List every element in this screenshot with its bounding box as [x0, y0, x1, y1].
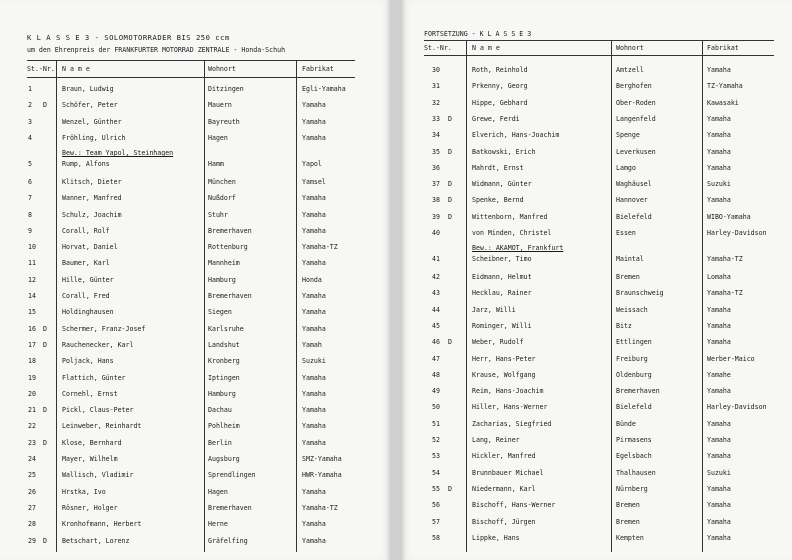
start-number: 5: [28, 160, 32, 169]
hometown: Rottenburg: [208, 243, 248, 252]
start-number: 4: [28, 133, 32, 142]
hometown: Nürnberg: [616, 484, 648, 493]
manufacturer: Yapol: [302, 160, 322, 169]
start-number: 43: [432, 289, 440, 298]
d-marker: D: [448, 114, 452, 123]
hometown: Maintal: [616, 255, 644, 264]
hometown: Karlsruhe: [208, 324, 244, 333]
hometown: Berlin: [208, 438, 232, 447]
rider-name: Schöfer, Peter: [62, 101, 118, 110]
hometown: Stuhr: [208, 210, 228, 219]
rider-name: Hrstka, Ivo: [62, 487, 106, 496]
start-number: 26: [28, 487, 36, 496]
manufacturer: Yamah: [302, 340, 322, 349]
manufacturer: Yamaha: [707, 452, 731, 461]
start-number: 38: [432, 196, 440, 205]
rider-name: Klitsch, Dieter: [62, 177, 122, 186]
column-divider: [56, 60, 57, 552]
rider-name: Poljack, Hans: [62, 357, 114, 366]
hometown: Oldenburg: [616, 370, 652, 379]
start-number: 19: [28, 373, 36, 382]
manufacturer: Yamaha: [302, 487, 326, 496]
hometown: Pirmasens: [616, 436, 652, 444]
hometown: Bremerhaven: [208, 292, 252, 300]
manufacturer: Yamaha: [302, 194, 326, 203]
manufacturer: Yamaha: [302, 389, 326, 398]
start-number: 50: [432, 403, 440, 412]
manufacturer: Yamaha: [302, 259, 326, 268]
manufacturer: Yamaha: [707, 321, 731, 330]
manufacturer: Yamaha: [302, 133, 326, 142]
manufacturer: Werber-Maico: [707, 354, 755, 363]
class-subtitle: um den Ehrenpreis der FRANKFURTER MOTORRAD ZENTRALE - Honda-Schuh: [27, 46, 286, 54]
d-marker: D: [448, 338, 452, 347]
rider-name: Elverich, Hans-Joachim: [472, 131, 560, 140]
start-number: 27: [28, 503, 36, 512]
start-number: 36: [432, 163, 440, 172]
hometown: München: [208, 177, 236, 186]
hometown: Kronberg: [208, 357, 240, 366]
hometown: Pohlheim: [208, 422, 240, 431]
start-number: 12: [28, 275, 36, 284]
start-number: 22: [28, 422, 36, 431]
hometown: Bremen: [616, 517, 640, 526]
manufacturer: Yamaha: [707, 436, 731, 444]
manufacturer: Yamaha: [707, 147, 731, 156]
column-header-wohnort: Wohnort: [208, 65, 236, 73]
hometown: Bremerhaven: [208, 503, 252, 512]
rider-name: Wallisch, Vladimir: [62, 471, 134, 480]
start-number: 56: [432, 501, 440, 510]
rider-name: Rominger, Willi: [472, 321, 532, 330]
rider-name: Flattich, Günter: [62, 373, 126, 382]
d-marker: D: [43, 340, 47, 349]
rider-name: Rösner, Holger: [62, 503, 118, 512]
column-header-nr: St.-Nr.: [424, 44, 452, 52]
manufacturer: Egli-Yamaha: [302, 85, 346, 93]
manufacturer: Yamaha: [707, 66, 731, 74]
start-number: 49: [432, 387, 440, 396]
rider-name: Jarz, Willi: [472, 305, 516, 314]
hometown: Nußdorf: [208, 194, 236, 203]
hometown: Sprendlingen: [208, 471, 256, 480]
hometown: Bremerhaven: [208, 226, 252, 235]
header-top-rule: [27, 60, 355, 61]
column-divider: [204, 60, 205, 552]
d-marker: D: [43, 406, 47, 415]
start-number: 24: [28, 455, 36, 463]
manufacturer: Yamaha: [707, 484, 731, 493]
manufacturer: Yamaha-TZ: [302, 503, 338, 512]
column-header-fabrikat: Fabrikat: [707, 44, 739, 52]
start-number: 34: [432, 131, 440, 140]
start-number: 45: [432, 321, 440, 330]
hometown: Langenfeld: [616, 114, 656, 123]
rider-name: Scheibner, Timo: [472, 255, 532, 264]
rider-name: Mayer, Wilhelm: [62, 455, 118, 463]
manufacturer: Yamaha: [707, 338, 731, 347]
rider-name: Prkenny, Georg: [472, 82, 528, 91]
header-bottom-rule: [27, 77, 355, 78]
rider-name: Bischoff, Hans-Werner: [472, 501, 556, 510]
rider-name: Hippe, Gebhard: [472, 98, 528, 107]
rider-name: Lang, Reiner: [472, 436, 520, 444]
manufacturer: Yamaha: [707, 387, 731, 396]
rider-name: Hecklau, Rainer: [472, 289, 532, 298]
start-number: 2: [28, 101, 32, 110]
hometown: Braunschweig: [616, 289, 664, 298]
start-number: 42: [432, 273, 440, 281]
manufacturer: TZ-Yamaha: [707, 82, 743, 91]
hometown: Dachau: [208, 406, 232, 415]
manufacturer: Yamaha: [302, 406, 326, 415]
rider-name: Klose, Bernhard: [62, 438, 122, 447]
rider-name: Horvat, Daniel: [62, 243, 118, 252]
start-number: 30: [432, 66, 440, 74]
start-number: 18: [28, 357, 36, 366]
rider-name: Hiller, Hans-Werner: [472, 403, 548, 412]
start-number: 33: [432, 114, 440, 123]
left-page: [0, 0, 390, 560]
column-header-wohnort: Wohnort: [616, 44, 644, 52]
d-marker: D: [43, 101, 47, 110]
start-number: 21: [28, 406, 36, 415]
d-marker: D: [448, 147, 452, 156]
start-number: 51: [432, 419, 440, 428]
start-number: 14: [28, 292, 36, 300]
start-number: 1: [28, 85, 32, 93]
start-number: 39: [432, 212, 440, 221]
d-marker: D: [448, 196, 452, 205]
column-divider: [611, 40, 612, 552]
hometown: Thalhausen: [616, 468, 656, 477]
hometown: Bayreuth: [208, 117, 240, 126]
rider-name: Niedermann, Karl: [472, 484, 536, 493]
hometown: Bünde: [616, 419, 636, 428]
column-header-nr: St.-Nr.: [27, 65, 55, 73]
rider-name: Kronhofmann, Herbert: [62, 520, 142, 529]
rider-name: Bischoff, Jürgen: [472, 517, 536, 526]
entrant-name: Bew.: Team Yapol, Steinhagen: [62, 149, 174, 158]
rider-name: Widmann, Günter: [472, 180, 532, 189]
d-marker: D: [448, 484, 452, 493]
start-number: 54: [432, 468, 440, 477]
start-number: 35: [432, 147, 440, 156]
class-title: K L A S S E 3 - SOLOMOTORRADER BIS 250 ccm: [27, 33, 230, 42]
start-number: 48: [432, 370, 440, 379]
manufacturer: Suzuki: [707, 468, 731, 477]
column-divider: [702, 40, 703, 552]
start-number: 53: [432, 452, 440, 461]
rider-name: Batkowski, Erich: [472, 147, 536, 156]
rider-name: Schulz, Joachim: [62, 210, 122, 219]
manufacturer: Yamaha: [302, 373, 326, 382]
rider-name: Braun, Ludwig: [62, 85, 114, 93]
hometown: Weissach: [616, 305, 648, 314]
rider-name: Hickler, Manfred: [472, 452, 536, 461]
column-header-fabrikat: Fabrikat: [302, 65, 334, 73]
rider-name: Lippke, Hans: [472, 533, 520, 542]
hometown: Hagen: [208, 487, 228, 496]
start-number: 28: [28, 520, 36, 529]
manufacturer: Kawasaki: [707, 98, 739, 107]
rider-name: Rauchenecker, Karl: [62, 340, 134, 349]
manufacturer: Yamaha-TZ: [302, 243, 338, 252]
rider-name: Herr, Hans-Peter: [472, 354, 536, 363]
hometown: Hamm: [208, 160, 224, 169]
manufacturer: Honda: [302, 275, 322, 284]
manufacturer: Yamaha: [707, 305, 731, 314]
rider-name: Corall, Rolf: [62, 226, 110, 235]
manufacturer: WIBO-Yamaha: [707, 212, 751, 221]
hometown: Kempten: [616, 533, 644, 542]
hometown: Lamgo: [616, 163, 636, 172]
start-number: 46: [432, 338, 440, 347]
hometown: Amtzell: [616, 66, 644, 74]
d-marker: D: [43, 438, 47, 447]
start-number: 32: [432, 98, 440, 107]
right-page: [402, 0, 792, 560]
rider-name: Brunnbauer Michael: [472, 468, 544, 477]
rider-name: Rump, Alfons: [62, 160, 110, 169]
manufacturer: Suzuki: [302, 357, 326, 366]
start-number: 44: [432, 305, 440, 314]
manufacturer: Lomaha: [707, 273, 731, 281]
start-number: 25: [28, 471, 36, 480]
start-number: 29: [28, 536, 36, 545]
hometown: Iptingen: [208, 373, 240, 382]
hometown: Leverkusen: [616, 147, 656, 156]
rider-name: Baumer, Karl: [62, 259, 110, 268]
start-number: 41: [432, 255, 440, 264]
manufacturer: Yamaha: [707, 533, 731, 542]
manufacturer: Yamaha: [302, 226, 326, 235]
manufacturer: Yamaha: [302, 438, 326, 447]
manufacturer: Yamaha: [707, 114, 731, 123]
rider-name: Wittenborn, Manfred: [472, 212, 548, 221]
rider-name: Krause, Wolfgang: [472, 370, 536, 379]
start-number: 20: [28, 389, 36, 398]
start-number: 3: [28, 117, 32, 126]
hometown: Augsburg: [208, 455, 240, 463]
column-header-name: N a m e: [472, 44, 500, 52]
hometown: Bitz: [616, 321, 632, 330]
manufacturer: Harley-Davidson: [707, 403, 767, 412]
hometown: Ditzingen: [208, 85, 244, 93]
manufacturer: HWR-Yamaha: [302, 471, 342, 480]
manufacturer: Yamaha: [707, 501, 731, 510]
hometown: Mauern: [208, 101, 232, 110]
d-marker: D: [448, 212, 452, 221]
manufacturer: Yamaha: [302, 422, 326, 431]
column-divider: [296, 60, 297, 552]
hometown: Bremerhaven: [616, 387, 660, 396]
manufacturer: Yamahe: [707, 370, 731, 379]
hometown: Hannover: [616, 196, 648, 205]
start-number: 58: [432, 533, 440, 542]
manufacturer: Yamaha: [302, 308, 326, 317]
manufacturer: Yamsel: [302, 177, 326, 186]
hometown: Spenge: [616, 131, 640, 140]
hometown: Mannheim: [208, 259, 240, 268]
start-number: 55: [432, 484, 440, 493]
rider-name: Holdinghausen: [62, 308, 114, 317]
hometown: Berghofen: [616, 82, 652, 91]
rider-name: Leinweber, Reinhardt: [62, 422, 142, 431]
hometown: Hamburg: [208, 275, 236, 284]
start-number: 15: [28, 308, 36, 317]
hometown: Hamburg: [208, 389, 236, 398]
hometown: Egelsbach: [616, 452, 652, 461]
start-number: 57: [432, 517, 440, 526]
manufacturer: Yamaha: [707, 517, 731, 526]
rider-name: Cornehl, Ernst: [62, 389, 118, 398]
manufacturer: Yamaha: [707, 196, 731, 205]
manufacturer: Yamaha: [302, 520, 326, 529]
hometown: Gräfelfing: [208, 536, 248, 545]
rider-name: Wanner, Manfred: [62, 194, 122, 203]
manufacturer: Yamaha: [302, 117, 326, 126]
rider-name: Schermer, Franz-Josef: [62, 324, 146, 333]
header-top-rule: [424, 40, 774, 41]
rider-name: Eidmann, Helmut: [472, 273, 532, 281]
d-marker: D: [448, 180, 452, 189]
rider-name: Grewe, Ferdi: [472, 114, 520, 123]
manufacturer: Yamaha: [302, 536, 326, 545]
manufacturer: Yamaha: [302, 324, 326, 333]
start-number: 47: [432, 354, 440, 363]
rider-name: Corall, Fred: [62, 292, 110, 300]
manufacturer: SMZ-Yamaha: [302, 455, 342, 463]
rider-name: Roth, Reinhold: [472, 66, 528, 74]
column-divider: [466, 40, 467, 552]
hometown: Landshut: [208, 340, 240, 349]
hometown: Ober-Roden: [616, 98, 656, 107]
start-number: 40: [432, 229, 440, 237]
d-marker: D: [43, 324, 47, 333]
continuation-title: FORTSETZUNG - K L A S S E 3: [424, 30, 532, 38]
start-number: 7: [28, 194, 32, 203]
hometown: Siegen: [208, 308, 232, 317]
manufacturer: Suzuki: [707, 180, 731, 189]
rider-name: Wenzel, Günther: [62, 117, 122, 126]
manufacturer: Yamaha: [707, 163, 731, 172]
start-number: 23: [28, 438, 36, 447]
start-number: 11: [28, 259, 36, 268]
hometown: Bremen: [616, 501, 640, 510]
manufacturer: Yamaha: [302, 101, 326, 110]
header-bottom-rule: [424, 55, 774, 56]
start-number: 37: [432, 180, 440, 189]
rider-name: Betschart, Lorenz: [62, 536, 130, 545]
start-number: 9: [28, 226, 32, 235]
hometown: Herne: [208, 520, 228, 529]
d-marker: D: [43, 536, 47, 545]
manufacturer: Yamaha: [302, 292, 326, 300]
rider-name: Hille, Günter: [62, 275, 114, 284]
hometown: Ettlingen: [616, 338, 652, 347]
manufacturer: Yamaha-TZ: [707, 289, 743, 298]
column-header-name: N a m e: [62, 65, 90, 73]
start-number: 17: [28, 340, 36, 349]
hometown: Bielefeld: [616, 212, 652, 221]
rider-name: Reim, Hans-Joachim: [472, 387, 544, 396]
rider-name: von Minden, Christel: [472, 229, 552, 237]
rider-name: Fröhling, Ulrich: [62, 133, 126, 142]
hometown: Freiburg: [616, 354, 648, 363]
start-number: 31: [432, 82, 440, 91]
start-number: 52: [432, 436, 440, 444]
hometown: Bielefeld: [616, 403, 652, 412]
hometown: Essen: [616, 229, 636, 237]
start-number: 6: [28, 177, 32, 186]
rider-name: Weber, Rudolf: [472, 338, 524, 347]
manufacturer: Harley-Davidson: [707, 229, 767, 237]
manufacturer: Yamaha: [707, 131, 731, 140]
manufacturer: Yamaha: [707, 419, 731, 428]
hometown: Waghäusel: [616, 180, 652, 189]
start-number: 16: [28, 324, 36, 333]
start-number: 8: [28, 210, 32, 219]
manufacturer: Yamaha-TZ: [707, 255, 743, 264]
rider-name: Pickl, Claus-Peter: [62, 406, 134, 415]
hometown: Bremen: [616, 273, 640, 281]
binding-gutter: [390, 0, 402, 560]
rider-name: Spenke, Bernd: [472, 196, 524, 205]
hometown: Hagen: [208, 133, 228, 142]
entrant-name: Bew.: AKAMOT, Frankfurt: [472, 244, 564, 253]
start-number: 10: [28, 243, 36, 252]
rider-name: Mahrdt, Ernst: [472, 163, 524, 172]
rider-name: Zacharias, Siegfried: [472, 419, 552, 428]
manufacturer: Yamaha: [302, 210, 326, 219]
